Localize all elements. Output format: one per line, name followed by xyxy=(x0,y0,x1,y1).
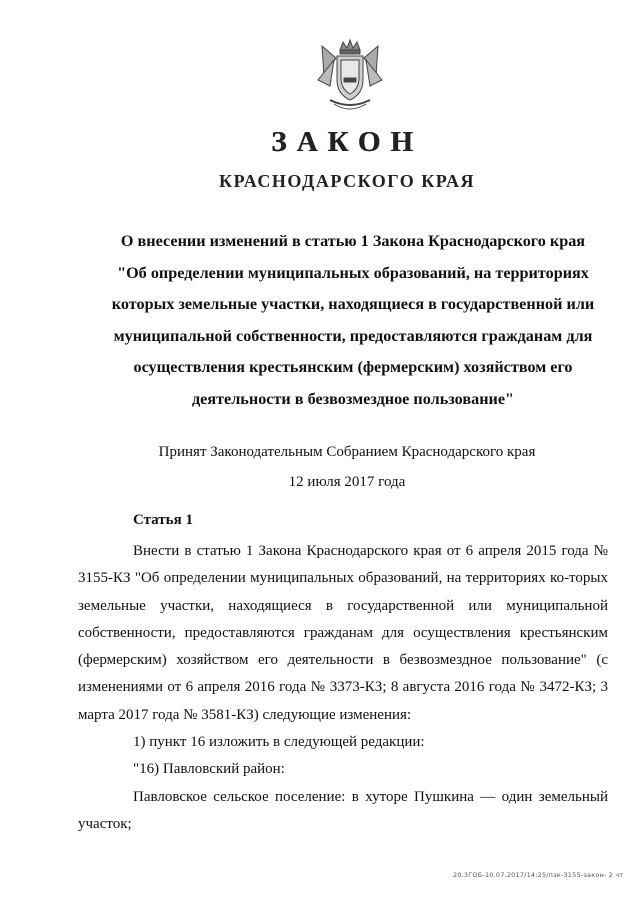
heading-line: "Об определении муниципальных образований, на территориях xyxy=(117,263,589,282)
article-body xyxy=(78,538,608,838)
article-paragraph: 1) пункт 16 изложить в следующей редакции: xyxy=(133,734,425,751)
adoption-note xyxy=(0,437,640,497)
heading-line: О внесении изменений в статью 1 Закона Краснодарского края xyxy=(120,232,586,250)
law-heading xyxy=(94,226,612,415)
article-paragraph: Внести в статью 1 Закона Краснодарского края от 6 апреля 2015 года № 3155-КЗ "Об определении муниципальных образований, на территориях ко-торых земельные участки, находящиеся в государственной или муниципальной собственности, предоставляются гражданам для осуществления крестьянским (фермерским) хозяйством его деятельности в безвозмездное пользование" (с изменениями от 6 апреля 2016 года № 3373-КЗ; 8 августа 2016 года № 3472-КЗ; 3 марта 2017 года № 3581-КЗ) следующие изменения: xyxy=(78,543,608,723)
region-name: КРАСНОДАРСКОГО КРАЯ xyxy=(219,171,475,191)
article-paragraph: Павловское сельское поселение: в хуторе Пушкина — один земельный участок; xyxy=(78,788,608,832)
adoption-body: Принят Законодательным Собранием Краснодарского края xyxy=(158,444,536,460)
article-paragraph: "16) Павловский район: xyxy=(133,761,285,778)
heading-line: муниципальной собственности, предоставляются гражданам для xyxy=(113,326,593,345)
article-title: Статья 1 xyxy=(133,512,193,528)
coat-of-arms-icon xyxy=(310,36,390,116)
law-title: ЗАКОН xyxy=(271,126,423,158)
heading-line: деятельности в безвозмездное пользование" xyxy=(191,389,515,408)
heading-line: которых земельные участки, находящиеся в государственной или xyxy=(111,295,595,313)
adoption-date: 12 июля 2017 года xyxy=(288,474,406,490)
document-footer-code: 20.3ГОБ-10.07.2017/14:25/пзк-3155-закон- 2 чт xyxy=(453,871,624,879)
heading-line: осуществления крестьянским (фермерским) хозяйством его xyxy=(133,358,573,376)
